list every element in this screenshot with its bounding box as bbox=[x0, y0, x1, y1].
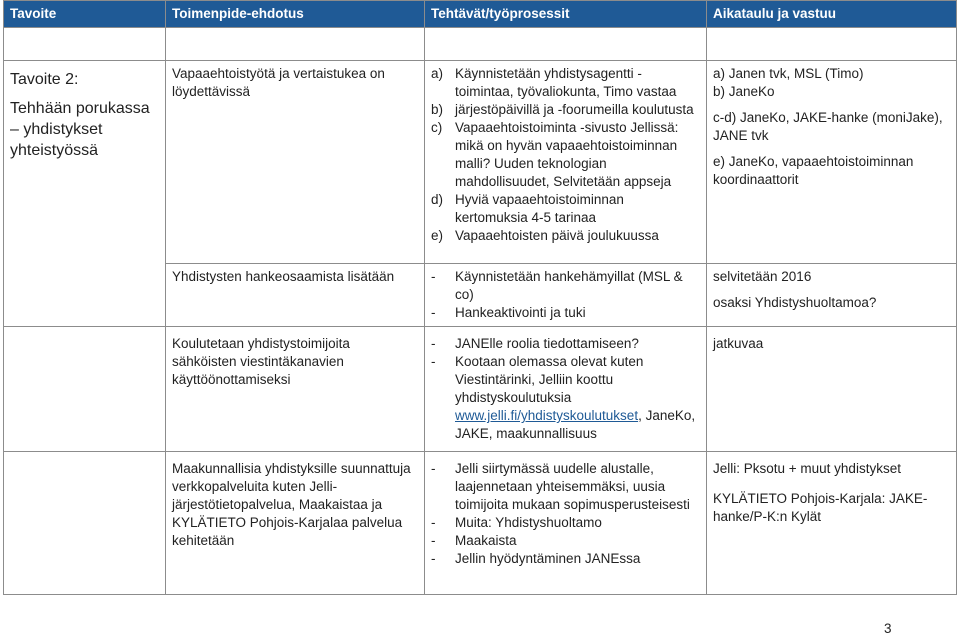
list-item: b) järjestöpäivillä ja -foorumeilla koulutusta bbox=[431, 102, 694, 117]
proposal-text: Koulutetaan yhdistystoimijoita sähköisten viestintäkanavien käyttöönottamiseksi bbox=[172, 336, 350, 387]
header-proposal: Toimenpide-ehdotus bbox=[166, 1, 425, 28]
tasks-cell bbox=[425, 452, 707, 595]
schedule-cell bbox=[707, 264, 957, 327]
goal-cell bbox=[4, 61, 166, 327]
schedule-line: c-d) JaneKo, JAKE-hanke (moniJake), JANE tvk bbox=[713, 110, 943, 143]
list-item: - Kootaan olemassa olevat kuten Viestintärinki, Jelliin koottu yhdistyskoulutuksia www.jelli.fi/yhdistyskoulutukset, JaneKo, JAKE, maakunnallisuus bbox=[431, 354, 696, 441]
table-header-row bbox=[4, 1, 957, 28]
proposal-text: Maakunnallisia yhdistyksille suunnattuja verkkopalveluita kuten Jelli-järjestötietopalvelua, Maakaistaa ja KYLÄTIETO Pohjois-Karjalaa palvelua kehitetään bbox=[172, 461, 411, 548]
proposal-cell bbox=[166, 264, 425, 327]
action-plan-table bbox=[3, 0, 957, 595]
schedule-line: jatkuvaa bbox=[713, 336, 764, 351]
list-item: - JANElle roolia tiedottamiseen? bbox=[431, 336, 639, 351]
page-number: 3 bbox=[884, 621, 892, 636]
list-item: - Muita: Yhdistyshuoltamo bbox=[431, 515, 602, 530]
header-goal: Tavoite bbox=[4, 1, 166, 28]
list-item: - Maakaista bbox=[431, 533, 517, 548]
goal-cell-empty bbox=[4, 452, 166, 595]
goal-title: Tehhään porukassa – yhdistykset yhteistyössä bbox=[10, 100, 150, 159]
list-item: - Jelli siirtymässä uudelle alustalle, laajennetaan yhteisemmäksi, uusia toimijoita mukaan sopimusperusteisesti bbox=[431, 461, 690, 512]
schedule-line: e) JaneKo, vapaaehtoistoiminnan koordinaattorit bbox=[713, 154, 914, 187]
table-row bbox=[4, 327, 957, 452]
proposal-cell bbox=[166, 327, 425, 452]
schedule-line: selvitetään 2016 bbox=[713, 269, 812, 284]
header-tasks: Tehtävät/työprosessit bbox=[425, 1, 707, 28]
tasks-cell bbox=[425, 61, 707, 264]
list-item: d) Hyviä vapaaehtoistoiminnan kertomuksia 4-5 tarinaa bbox=[431, 192, 624, 225]
list-item: e) Vapaaehtoisten päivä joulukuussa bbox=[431, 228, 659, 243]
list-item: a) Käynnistetään yhdistysagentti -toimintaa, työvaliokunta, Timo vastaa bbox=[431, 66, 677, 99]
tasks-cell bbox=[425, 264, 707, 327]
table-row bbox=[4, 61, 957, 264]
list-item: c) Vapaaehtoistoiminta -sivusto Jellissä: mikä on hyvän vapaaehtoistoiminnan malli? Uuden teknologian mahdollisuudet, Selvitetään appseja bbox=[431, 120, 679, 189]
proposal-cell bbox=[166, 61, 425, 264]
schedule-cell bbox=[707, 452, 957, 595]
proposal-cell bbox=[166, 452, 425, 595]
schedule-line: a) Janen tvk, MSL (Timo) bbox=[713, 66, 864, 81]
table-row bbox=[4, 452, 957, 595]
schedule-line: Jelli: Pksotu + muut yhdistykset bbox=[713, 461, 901, 476]
schedule-cell bbox=[707, 61, 957, 264]
goal-cell-empty bbox=[4, 327, 166, 452]
schedule-line: KYLÄTIETO Pohjois-Karjala: JAKE-hanke/P-K:n Kylät bbox=[713, 491, 928, 524]
schedule-line: b) JaneKo bbox=[713, 84, 775, 99]
spacer-row bbox=[4, 28, 957, 61]
tasks-cell bbox=[425, 327, 707, 452]
list-item: - Jellin hyödyntäminen JANEssa bbox=[431, 551, 641, 566]
schedule-cell bbox=[707, 327, 957, 452]
list-item: - Hankeaktivointi ja tuki bbox=[431, 305, 586, 320]
courses-link[interactable]: www.jelli.fi/yhdistyskoulutukset bbox=[455, 408, 639, 423]
header-schedule: Aikataulu ja vastuu bbox=[707, 1, 957, 28]
proposal-text: Vapaaehtoistyötä ja vertaistukea on löydettävissä bbox=[172, 66, 385, 99]
proposal-text: Yhdistysten hankeosaamista lisätään bbox=[172, 269, 395, 284]
goal-number: Tavoite 2: bbox=[10, 71, 79, 88]
schedule-line: osaksi Yhdistyshuoltamoa? bbox=[713, 295, 877, 310]
list-item: - Käynnistetään hankehämyillat (MSL & co) bbox=[431, 269, 683, 302]
